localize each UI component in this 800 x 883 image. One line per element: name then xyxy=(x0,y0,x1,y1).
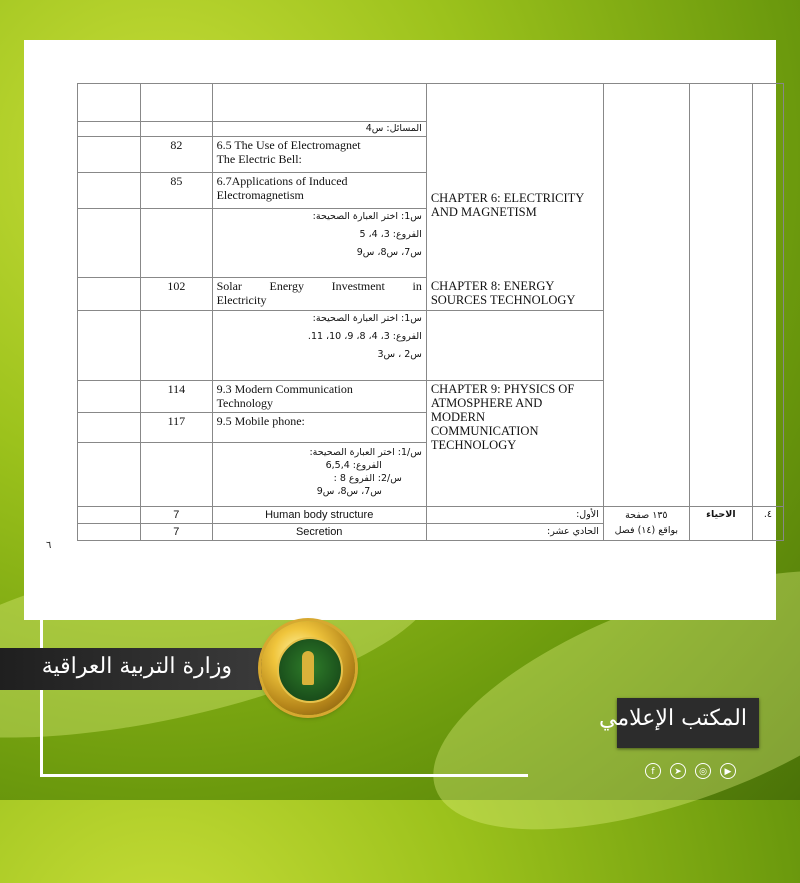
biology-index: ٤. xyxy=(752,507,783,541)
media-office-text: المكتب الإعلامي xyxy=(599,706,747,731)
ministry-name: وزارة التربية العراقية xyxy=(41,654,232,679)
chapter-6-cell xyxy=(426,84,603,311)
chapter-title: CHAPTER 8: ENERGY xyxy=(430,279,555,293)
media-office-logo xyxy=(599,698,759,748)
table-row xyxy=(78,84,784,122)
chapter-title: CHAPTER 6: ELECTRICITY xyxy=(430,191,585,205)
topic-cell: 6.5 The Use of Electromagnet The Electric Bell: xyxy=(212,137,426,173)
topic-cell: 9.5 Mobile phone: xyxy=(212,413,426,443)
exercise-cell: س/1: اختر العبارة الصحيحة: الفروع: 6,5,4 س/2: الفروع 8 : س7، س8، س9 xyxy=(212,443,426,507)
chapter-8-cell xyxy=(426,279,603,381)
curriculum-table xyxy=(77,83,784,541)
ministry-emblem-icon xyxy=(261,621,355,715)
table-row xyxy=(78,507,784,524)
youtube-icon[interactable]: ▶ xyxy=(720,763,736,779)
instagram-icon[interactable]: ◎ xyxy=(695,763,711,779)
page-number: ٦ xyxy=(46,540,52,551)
frame-line-vertical xyxy=(40,382,43,777)
problems-line: المسائل: س4 xyxy=(212,122,426,137)
emblem-inner xyxy=(277,637,343,703)
biology-subject: الاحياء xyxy=(689,507,752,541)
biology-pages-note: ١٣٥ صفحة بواقع (١٤) فصل xyxy=(603,507,689,541)
chapter-title: TECHNOLOGY xyxy=(430,438,517,452)
biology-chapter: الحادي عشر: xyxy=(426,524,603,541)
topic-cell: Solar Energy Investment in Electricity xyxy=(212,278,426,311)
exercise-cell: س1: اختر العبارة الصحيحة: الفروع: 3، 4، 8، 9، 10، 11. س2 ، س3 xyxy=(212,311,426,381)
chapter-title: AND MAGNETISM xyxy=(430,205,537,219)
biology-value: 7 xyxy=(141,507,212,524)
biology-value: 7 xyxy=(141,524,212,541)
chapter-title: SOURCES TECHNOLOGY xyxy=(430,293,576,307)
biology-topic: Human body structure xyxy=(212,507,426,524)
page-number-cell: 85 xyxy=(141,173,212,209)
topic-cell: 6.7Applications of Induced Electromagnetism xyxy=(212,173,426,209)
ministry-banner xyxy=(0,648,262,690)
page-number-cell: 117 xyxy=(141,413,212,443)
chapter-9-cell xyxy=(426,381,603,507)
chapter-title: MODERN xyxy=(430,410,486,424)
page-number-cell: 82 xyxy=(141,137,212,173)
page-number-cell: 114 xyxy=(141,381,212,413)
telegram-icon[interactable]: ➤ xyxy=(670,763,686,779)
chapter-title: COMMUNICATION xyxy=(430,424,539,438)
chapter-title: ATMOSPHERE AND xyxy=(430,396,543,410)
biology-chapter: الأول: xyxy=(426,507,603,524)
frame-line-horizontal xyxy=(40,774,528,777)
exercise-cell: س1: اختر العبارة الصحيحة: الفروع: 3، 4، 5 س7، س8، س9 xyxy=(212,209,426,278)
chapter-title: CHAPTER 9: PHYSICS OF xyxy=(430,382,575,396)
page-number-cell: 102 xyxy=(141,278,212,311)
topic-cell: 9.3 Modern Communication Technology xyxy=(212,381,426,413)
biology-topic: Secretion xyxy=(212,524,426,541)
facebook-icon[interactable]: f xyxy=(645,763,661,779)
